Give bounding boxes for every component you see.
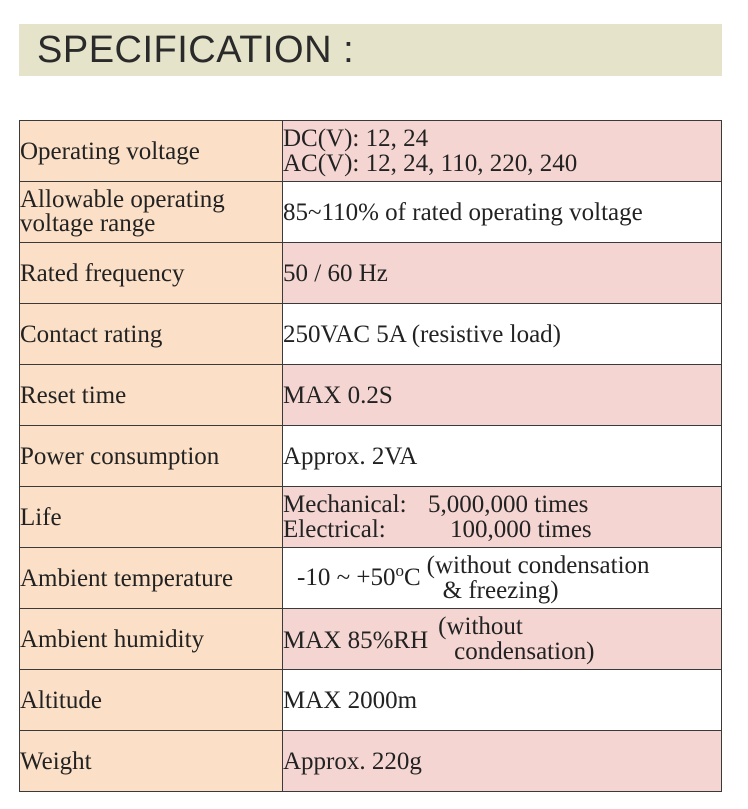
table-row bbox=[20, 365, 722, 426]
temperature-value bbox=[297, 553, 721, 603]
humidity-value bbox=[283, 614, 721, 664]
specification-table bbox=[19, 120, 722, 792]
note-line: & freezing) bbox=[442, 577, 559, 604]
table-row bbox=[20, 670, 722, 731]
spec-value: Approx. 2VA bbox=[283, 426, 722, 487]
life-electrical bbox=[283, 517, 721, 542]
note-line: (without condensation bbox=[426, 552, 650, 579]
table-row bbox=[20, 548, 722, 609]
humidity-note bbox=[438, 614, 594, 664]
degree-sign: o bbox=[395, 561, 404, 580]
page-title: SPECIFICATION : bbox=[37, 29, 355, 71]
table-row bbox=[20, 731, 722, 792]
life-value: 100,000 times bbox=[450, 516, 592, 543]
note-line: condensation) bbox=[454, 638, 595, 665]
spec-value: 250VAC 5A (resistive load) bbox=[283, 304, 722, 365]
spec-label: Contact rating bbox=[20, 304, 283, 365]
table-row bbox=[20, 426, 722, 487]
table-row bbox=[20, 487, 722, 548]
spec-value bbox=[283, 487, 722, 548]
temperature-note bbox=[427, 553, 650, 603]
temperature-unit: C bbox=[403, 564, 421, 591]
spec-label: Operating voltage bbox=[20, 121, 283, 182]
spec-label: Rated frequency bbox=[20, 243, 283, 304]
life-key: Mechanical: bbox=[283, 491, 407, 518]
spec-value bbox=[283, 548, 722, 609]
table-row bbox=[20, 182, 722, 243]
spec-label: Weight bbox=[20, 731, 283, 792]
life-value: 5,000,000 times bbox=[428, 491, 589, 518]
table-row bbox=[20, 609, 722, 670]
spec-label bbox=[20, 182, 283, 243]
life-mechanical bbox=[283, 492, 721, 517]
spec-value: 50 / 60 Hz bbox=[283, 243, 722, 304]
spec-label: Ambient humidity bbox=[20, 609, 283, 670]
spec-value: MAX 2000m bbox=[283, 670, 722, 731]
spec-value: 85~110% of rated operating voltage bbox=[283, 182, 722, 243]
spec-label: Life bbox=[20, 487, 283, 548]
spec-value bbox=[283, 121, 722, 182]
spec-value: MAX 0.2S bbox=[283, 365, 722, 426]
humidity-main: MAX 85%RH bbox=[283, 627, 429, 654]
note-line: (without bbox=[438, 613, 523, 640]
life-key: Electrical: bbox=[283, 516, 386, 543]
spec-label: Altitude bbox=[20, 670, 283, 731]
table-row bbox=[20, 243, 722, 304]
spec-label: Reset time bbox=[20, 365, 283, 426]
spec-value bbox=[283, 609, 722, 670]
spec-value: Approx. 220g bbox=[283, 731, 722, 792]
temperature-range-text: -10 ~ +50 bbox=[297, 564, 396, 591]
spec-label: Power consumption bbox=[20, 426, 283, 487]
spec-label-line: Allowable operating bbox=[20, 186, 225, 213]
spec-value-line: AC(V): 12, 24, 110, 220, 240 bbox=[283, 150, 578, 177]
table-row bbox=[20, 121, 722, 182]
section-banner bbox=[19, 24, 722, 76]
spec-label-line: voltage range bbox=[20, 210, 156, 237]
temperature-range bbox=[297, 561, 421, 591]
spec-value-line: DC(V): 12, 24 bbox=[283, 125, 429, 152]
spec-label: Ambient temperature bbox=[20, 548, 283, 609]
table-row bbox=[20, 304, 722, 365]
